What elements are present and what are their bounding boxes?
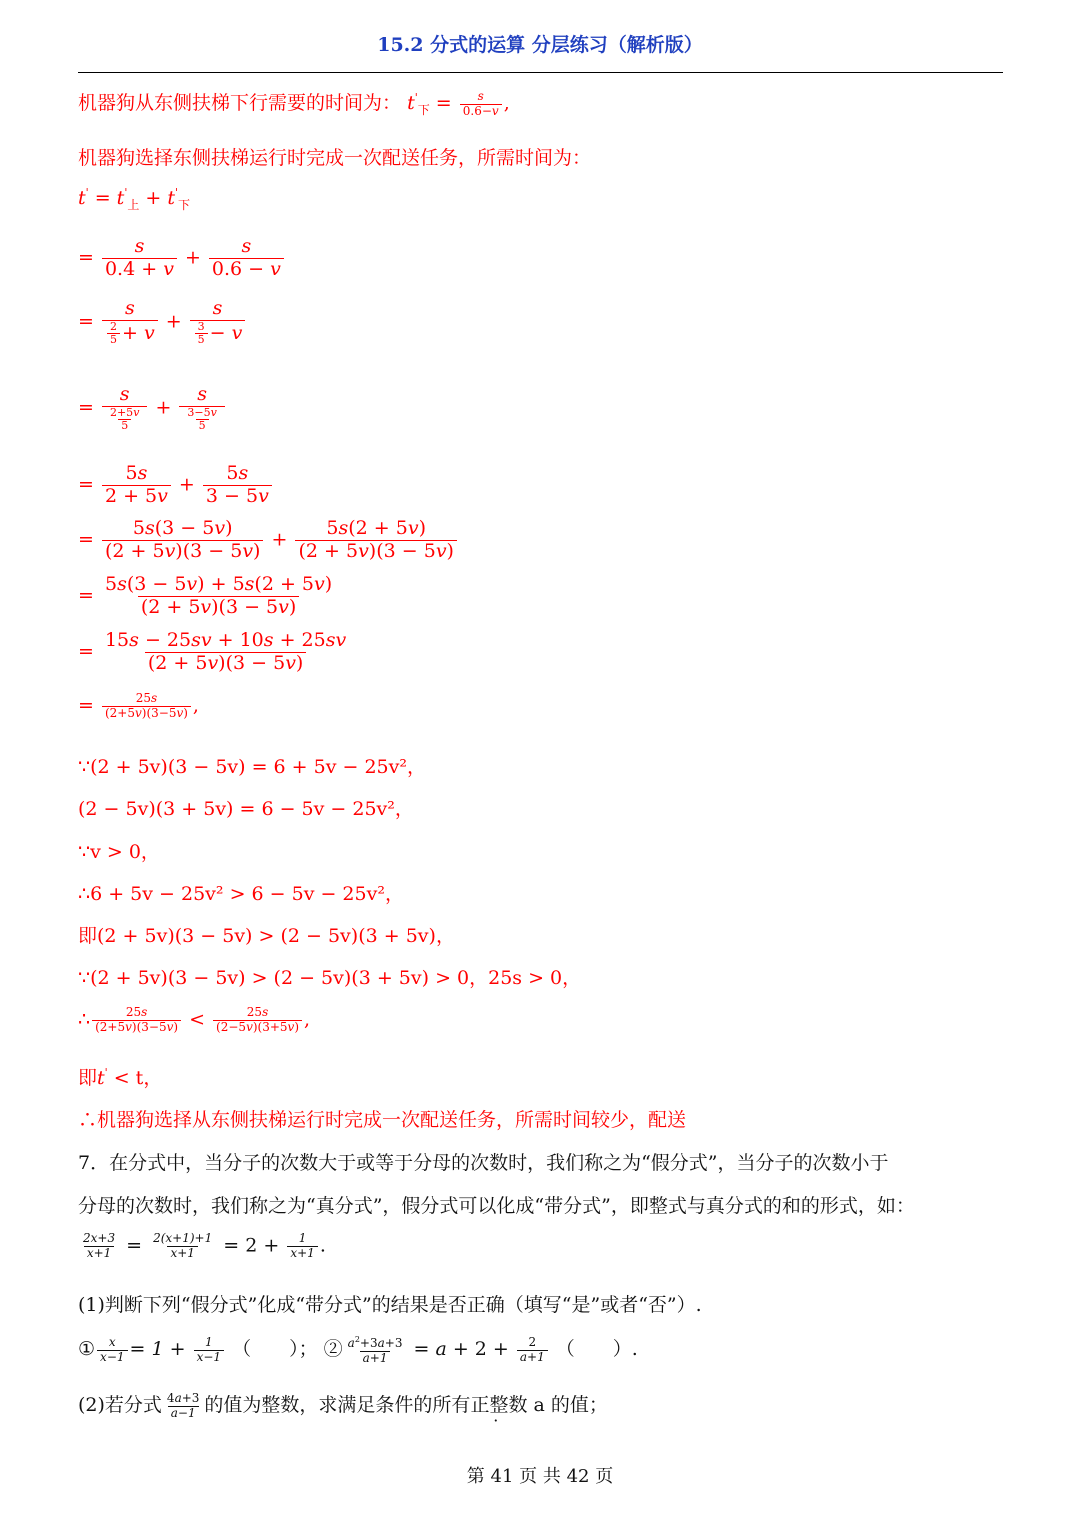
eq-step-8: = $\frac{25s}{(2+5v)(3-5v)}$ ,	[78, 691, 199, 720]
eq-total-def: $t' = t'_上 + t'_下$	[78, 186, 191, 212]
eq-step-1: = $\frac{s}{0.4 + v}$ + $\frac{s}{0.6 - v}$	[78, 236, 286, 281]
reason-3: ∵v > 0，	[78, 841, 160, 863]
q2-prefix: (2)若分式	[78, 1394, 162, 1416]
page-header-title: 15.2 分式的运算 分层练习（解析版）	[377, 34, 703, 56]
reason-2: (2 − 5v)(3 + 5v) = 6 − 5v − 25v²，	[78, 798, 414, 820]
blank-1[interactable]: （ ）；	[232, 1338, 318, 1360]
q2-middle: 的值为整数，求满足条件的所有	[204, 1394, 471, 1416]
eq-step-7: = $\frac{15s - 25sv + 10s + 25sv}{(2 + 5v)(3 - 5v)}$	[78, 629, 347, 674]
blank-2[interactable]: （ ）.	[555, 1338, 638, 1360]
problem7-q1-items: ① $\frac{x}{x-1}$ = 1 + $\frac{1}{x-1}$ （ ）； ② $\frac{a^2+3a+3}{a+1}$ = a + 2 + $\frac{2}{a+1}$ （ ）.	[78, 1334, 638, 1365]
reason-8-prefix: 即	[78, 1067, 98, 1089]
eq-step-4: = $\frac{5s}{2 + 5v}$ + $\frac{5s}{3 - 5v}$	[78, 463, 274, 508]
reason-1: ∵(2 + 5v)(3 − 5v) = 6 + 5v − 25v²，	[78, 756, 426, 778]
q2-suffix: a 的值；	[527, 1394, 608, 1416]
eq-step-5: = $\frac{5s(3 - 5v)}{(2 + 5v)(3 - 5v)}$ + $\frac{5s(2 + 5v)}{(2 + 5v)(3 - 5v)}$	[78, 518, 459, 563]
reason-4: ∴6 + 5v − 25v² > 6 − 5v − 25v²，	[78, 883, 404, 905]
reason-5: 即(2 + 5v)(3 − 5v) > (2 − 5v)(3 + 5v)，	[78, 925, 455, 947]
page-footer: 第 41 页 共 42 页	[466, 1466, 614, 1487]
conclusion-line: ∴机器狗选择从东侧扶梯运行时完成一次配送任务，所需时间较少，配送	[78, 1109, 687, 1131]
q2-emphasized-word: 正整数	[470, 1394, 528, 1416]
time-down-line: 机器狗从东侧扶梯下行需要的时间为： $t'_下$ = $\frac{s}{0.6-v}$ ,	[78, 88, 510, 118]
eq-step-3: = $\frac{s}{\frac{2+5v}{5}}$ + $\frac{s}{\frac{3-5v}{5}}$	[78, 384, 227, 433]
reason-8: 即t' < t，	[78, 1066, 163, 1089]
eq-step-2: = s $\frac{2}{5}$ + v + s $\frac{3}{5}$ − v	[78, 298, 247, 347]
reason-8-suffix: < t，	[107, 1067, 163, 1089]
eq-step-6: = $\frac{5s(3 - 5v) + 5s(2 + 5v)}{(2 + 5v)(3 - 5v)}$	[78, 573, 333, 618]
time-down-text: 机器狗从东侧扶梯下行需要的时间为：	[78, 92, 402, 114]
problem7-para1: 7．在分式中，当分子的次数大于或等于分母的次数时，我们称之为“假分式”，当分子的次数小于	[78, 1152, 889, 1174]
problem7-q2: (2)若分式 $\frac{4a+3}{a-1}$ 的值为整数，求满足条件的所有正整数 a 的值；	[78, 1390, 608, 1420]
total-time-intro: 机器狗选择东侧扶梯运行时完成一次配送任务，所需时间为：	[78, 147, 592, 169]
problem7-q1: (1)判断下列“假分式”化成“带分式”的结果是否正确（填写“是”或者“否”）.	[78, 1294, 702, 1316]
reason-7: ∴ $\frac{25s}{(2+5v)(3-5v)}$ < $\frac{25s}{(2-5v)(3+5v)}$ ,	[78, 1005, 311, 1034]
problem7-para2: 分母的次数时，我们称之为“真分式”，假分式可以化成“带分式”，即整式与真分式的和的形式，如：	[78, 1195, 915, 1217]
header-divider	[78, 72, 1003, 73]
problem7-example: $\frac{2x+3}{x+1}$ = $\frac{2(x+1)+1}{x+1}$ = 2 + $\frac{1}{x+1}$ .	[83, 1231, 326, 1260]
reason-6: ∵(2 + 5v)(3 − 5v) > (2 − 5v)(3 + 5v) > 0，25s > 0，	[78, 967, 582, 989]
